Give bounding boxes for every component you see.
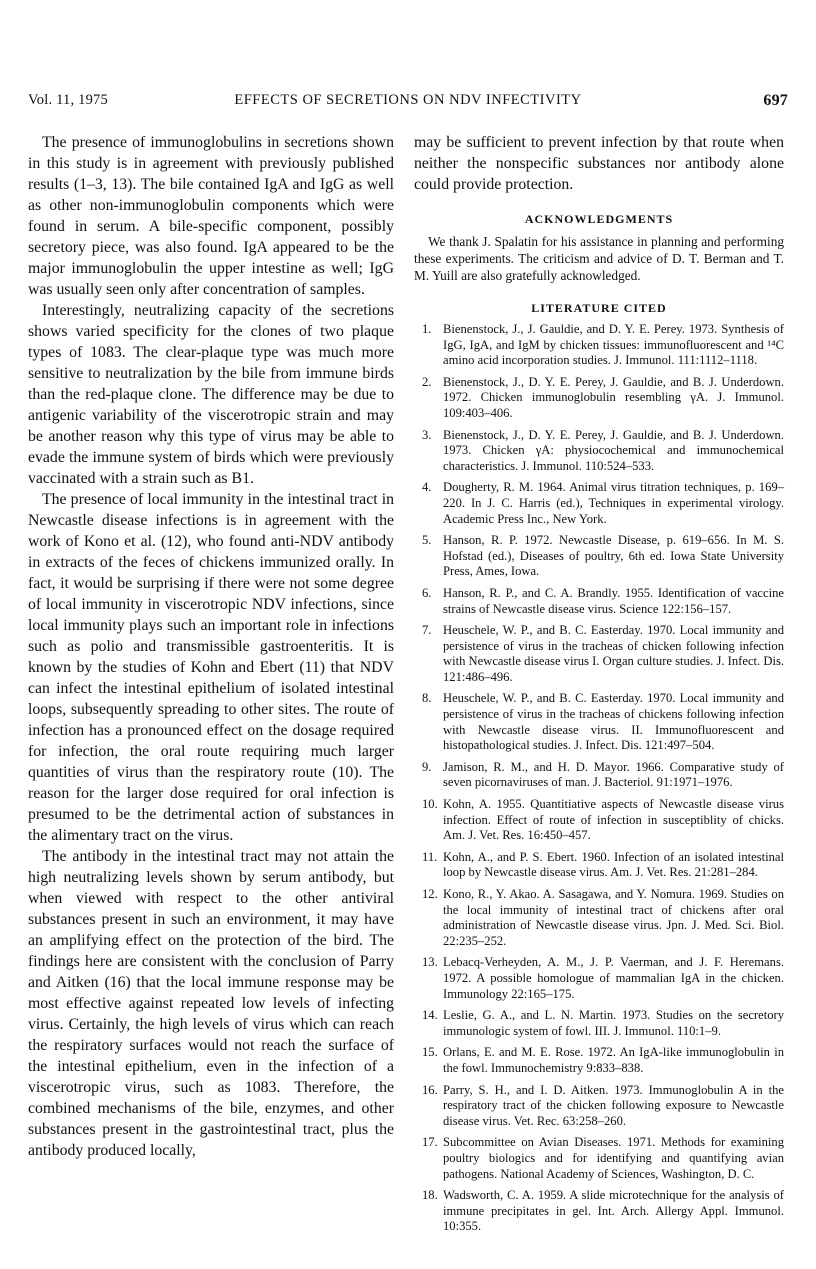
reference-text: Hanson, R. P., and C. A. Brandly. 1955. Identification of vaccine strains of Newcastle disease virus. Science 122:156–157. bbox=[443, 585, 784, 616]
right-column bbox=[414, 132, 784, 1241]
paragraph-neutralizing-capacity: Interestingly, neutralizing capacity of the secretions shows varied specificity for the clones of two plaque types of 1083. The clear-plaque type was much more sensitive to neutralization by the bile from immune birds than the red-plaque clone. The difference may be due to antigenic variability of the viscerotropic strain and may be another reason why this type of virus may be able to evade the immune system of birds which were previously vaccinated with a strain such as B1. bbox=[28, 302, 394, 487]
reference-number: 12. bbox=[422, 887, 438, 901]
reference-number: 13. bbox=[422, 955, 438, 970]
reference-text: Orlans, E. and M. E. Rose. 1972. An IgA-like immunoglobulin in the fowl. Immunochemistry 9:833–838. bbox=[443, 1045, 784, 1075]
reference-item bbox=[414, 1083, 784, 1130]
reference-text: Heuschele, W. P., and B. C. Easterday. 1970. Local immunity and persistence of virus in the tracheas of chickens following infection with Newcastle disease virus. II. Immunofluorescent and histopathological studies. J. Infect. Dis. 121:497–504. bbox=[443, 691, 784, 753]
reference-text: Wadsworth, C. A. 1959. A slide microtechnique for the analysis of immune precipitates in gel. Int. Arch. Allergy Appl. Immunol. 10:355. bbox=[443, 1188, 784, 1234]
reference-item bbox=[414, 1045, 784, 1076]
reference-number: 9. bbox=[422, 759, 432, 774]
reference-item bbox=[414, 623, 784, 685]
reference-item bbox=[414, 760, 784, 791]
reference-text: Heuschele, W. P., and B. C. Easterday. 1970. Local immunity and persistence of virus in the tracheas of chicken following infection with Newcastle disease virus I. Organ culture studies. J. Infect. Dis. 121:486–496. bbox=[443, 623, 784, 684]
acknowledgments-text: We thank J. Spalatin for his assistance in planning and performing these experiments. The criticism and advice of D. T. Berman and T. M. Yuill are also gratefully acknowledged. bbox=[414, 234, 784, 283]
reference-text: Lebacq-Verheyden, A. M., J. P. Vaerman, and J. F. Heremans. 1972. A possible homologue of mammalian IgA in the chicken. Immunology 22:165–175. bbox=[443, 955, 784, 1001]
reference-item bbox=[414, 691, 784, 753]
acknowledgments-heading: ACKNOWLEDGMENTS bbox=[524, 212, 674, 226]
reference-item bbox=[414, 586, 784, 617]
reference-item bbox=[414, 887, 784, 949]
reference-text: Dougherty, R. M. 1964. Animal virus titration techniques, p. 169–220. In J. C. Harris (ed.), Techniques in experimental virology. Academic Press Inc., New York. bbox=[443, 480, 784, 526]
reference-number: 1. bbox=[422, 322, 432, 336]
reference-text: Jamison, R. M., and H. D. Mayor. 1966. Comparative study of seven picornaviruses of man. J. Bacteriol. 91:1971–1976. bbox=[443, 759, 784, 790]
reference-text: Bienenstock, J., D. Y. E. Perey, J. Gauldie, and B. J. Underdown. 1972. Chicken immunoglobulin resembling γA. J. Immunol. 109:403–406. bbox=[443, 374, 784, 420]
reference-number: 8. bbox=[422, 691, 432, 706]
reference-text: Kono, R., Y. Akao. A. Sasagawa, and Y. Nomura. 1969. Studies on the local immunity of intestinal tract of chickens after oral administration of Newcastle disease virus. Jpn. J. Med. Sci. Biol. 22:235–252. bbox=[443, 887, 784, 948]
volume-label: Vol. 11, 1975 bbox=[28, 92, 108, 108]
reference-text: Kohn, A. 1955. Quantitiative aspects of Newcastle disease virus infection. Effect of route of infection in susceptiblity of chicks. Am. J. Vet. Res. 16:450–457. bbox=[443, 797, 784, 843]
page-number: 697 bbox=[763, 92, 788, 109]
reference-number: 17. bbox=[422, 1135, 438, 1150]
reference-item bbox=[414, 955, 784, 1002]
reference-number: 5. bbox=[422, 533, 432, 548]
paragraph-continuation: may be sufficient to prevent infection by that route when neither the nonspecific substances nor antibody alone could provide protection. bbox=[414, 134, 784, 193]
running-title: EFFECTS OF SECRETIONS ON NDV INFECTIVITY bbox=[234, 92, 582, 108]
paragraph-immunoglobulins: The presence of immunoglobulins in secretions shown in this study is in agreement with previously published results (1–3, 13). The bile contained IgA and IgG as well as other non-immunoglobulin components which were found in serum. A bile-specific component, possibly secretory piece, was also found. IgA appeared to be the major immunoglobulin the upper intestine as well; IgG was usually seen only after concentration of samples. bbox=[28, 134, 394, 298]
reference-item bbox=[414, 322, 784, 369]
reference-item bbox=[414, 375, 784, 422]
reference-number: 3. bbox=[422, 427, 432, 442]
reference-text: Leslie, G. A., and L. N. Martin. 1973. Studies on the secretory immunologic system of fowl. III. J. Immunol. 110:1–9. bbox=[443, 1008, 784, 1038]
reference-number: 6. bbox=[422, 585, 432, 600]
reference-number: 10. bbox=[422, 797, 438, 812]
reference-text: Subcommittee on Avian Diseases. 1971. Methods for examining poultry biologics and for identifying and quantifying avian pathogens. National Academy of Sciences, Washington, D. C. bbox=[443, 1135, 784, 1181]
reference-number: 18. bbox=[422, 1188, 438, 1203]
reference-text: Hanson, R. P. 1972. Newcastle Disease, p. 619–656. In M. S. Hofstad (ed.), Diseases of poultry, 6th ed. Iowa State University Press, Ames, Iowa. bbox=[443, 533, 784, 579]
reference-item bbox=[414, 1135, 784, 1182]
reference-list bbox=[414, 322, 784, 1235]
reference-text: Bienenstock, J., J. Gauldie, and D. Y. E. Perey. 1973. Synthesis of IgG, IgA, and IgM by chicken tissues: immunofluorescent and ¹⁴C amino acid incorporation studies. J. Immunol. 111:1112–1118. bbox=[443, 322, 784, 368]
paragraph-intestinal-antibody: The antibody in the intestinal tract may not attain the high neutralizing levels shown by serum antibody, but when viewed with respect to the other antiviral substances present in such an environment, it may have an amplifying effect on the protection of the bird. The findings here are consistent with the conclusion of Parry and Aitken (16) that the local immune response may be most effective against repeated low levels of infecting virus. Certainly, the high levels of virus which can reach the respiratory surfaces would not reach the surface of the intestinal epithelium, even in the infection of a viscerotropic virus, such as 1083. Therefore, the combined mechanisms of the bile, enzymes, and other substances present in the gastrointestinal tract, plus the antibody produced locally, bbox=[28, 848, 394, 1159]
reference-number: 14. bbox=[422, 1008, 438, 1023]
reference-number: 15. bbox=[422, 1045, 438, 1060]
left-column bbox=[28, 132, 394, 1161]
reference-item bbox=[414, 850, 784, 881]
reference-number: 2. bbox=[422, 374, 432, 389]
reference-item bbox=[414, 797, 784, 844]
running-header bbox=[28, 92, 788, 114]
reference-item bbox=[414, 1008, 784, 1039]
reference-text: Parry, S. H., and I. D. Aitken. 1973. Immunoglobulin A in the respiratory tract of the chicken following exposure to Newcastle disease virus. Vet. Rec. 63:258–260. bbox=[443, 1082, 784, 1128]
reference-item bbox=[414, 428, 784, 475]
literature-heading: LITERATURE CITED bbox=[531, 301, 667, 315]
reference-number: 4. bbox=[422, 480, 432, 495]
reference-number: 7. bbox=[422, 623, 432, 638]
paragraph-local-immunity: The presence of local immunity in the intestinal tract in Newcastle disease infections is in agreement with the work of Kono et al. (12), who found anti-NDV antibody in extracts of the feces of chickens immunized orally. In fact, it would be surprising if there were not some degree of local immunity in viscerotropic NDV infections, since local immunity plays such an important role in infections such as polio and transmissible gastroenteritis. It is known by the studies of Kohn and Ebert (11) that NDV can infect the intestinal epithelium of isolated intestinal loops, subsequently spreading to other sites. The route of infection has a pronounced effect on the dosage required for infection, the oral route requiring much larger quantities of virus than the respiratory route (10). The reason for the larger dose required for oral infection is presumed to be the detrimental action of substances in the alimentary tract on the virus. bbox=[28, 491, 394, 844]
reference-number: 16. bbox=[422, 1082, 438, 1097]
reference-item bbox=[414, 533, 784, 580]
reference-item bbox=[414, 480, 784, 527]
reference-number: 11. bbox=[422, 849, 438, 864]
reference-text: Kohn, A., and P. S. Ebert. 1960. Infection of an isolated intestinal loop by Newcastle disease virus. Am. J. Vet. Res. 21:281–284. bbox=[443, 849, 784, 880]
reference-text: Bienenstock, J., D. Y. E. Perey, J. Gauldie, and B. J. Underdown. 1973. Chicken γA: physiocochemical and immunochemical characteristics. J. Immunol. 110:524–533. bbox=[443, 427, 784, 473]
reference-item bbox=[414, 1188, 784, 1235]
